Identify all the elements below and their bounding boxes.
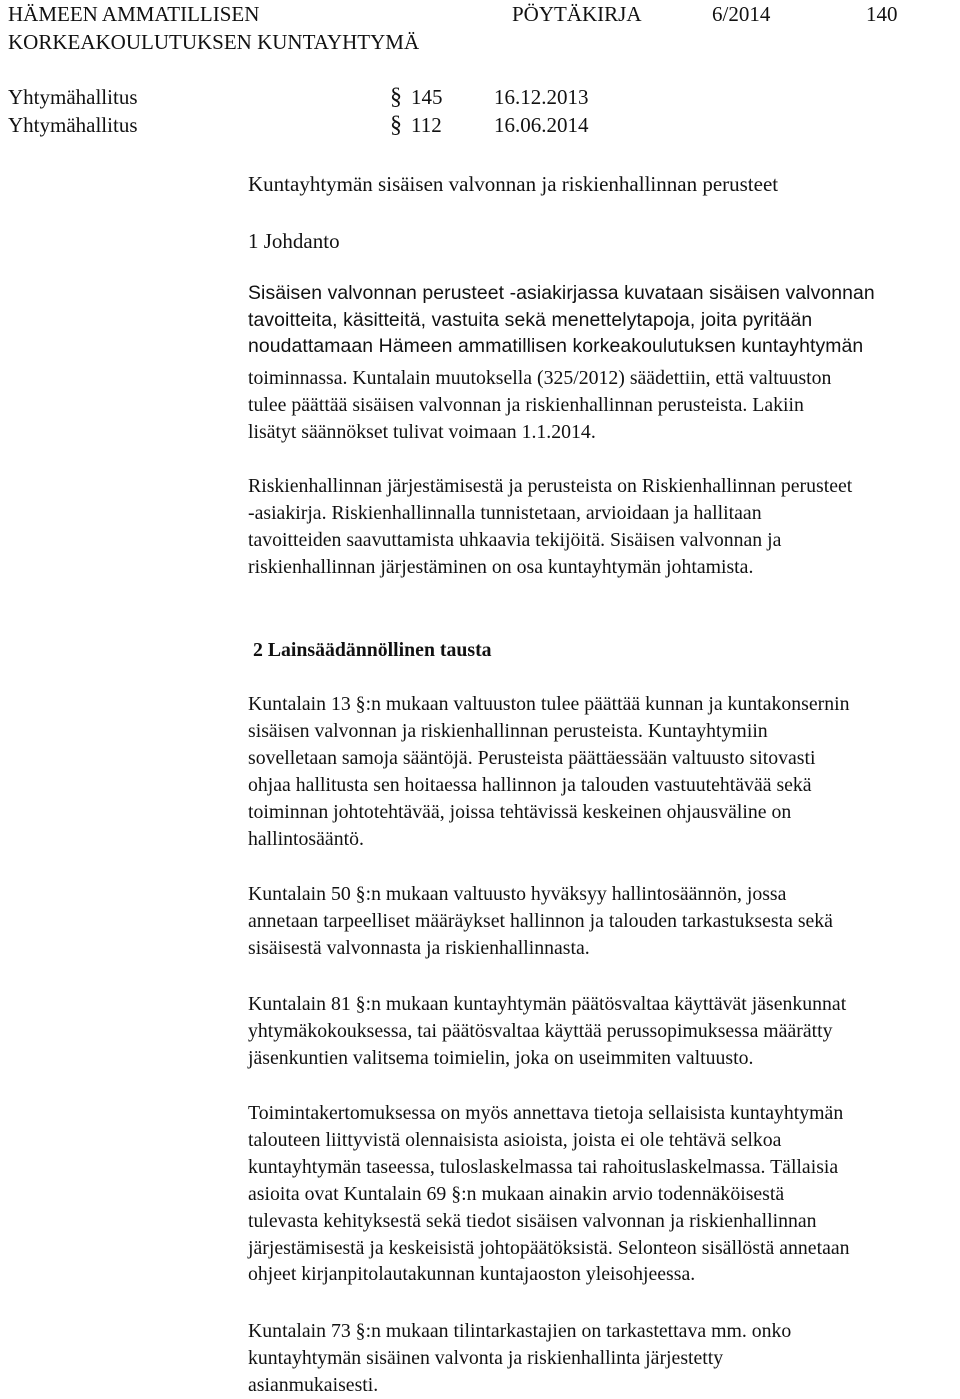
text-line: tulee päättää sisäisen valvonnan ja riskienhallinnan perusteista. Lakiin xyxy=(248,393,804,416)
text-line: ohjeet kirjanpitolautakunnan kuntajaoston yleisohjeessa. xyxy=(248,1263,696,1286)
text-line: jäsenkuntien valitsema toimielin, joka on useimmiten valtuusto. xyxy=(248,1046,754,1069)
text-line: Toimintakertomuksessa on myös annettava tietoja sellaisista kuntayhtymän xyxy=(248,1102,844,1124)
reference-number: 112 xyxy=(411,113,442,137)
section-symbol: § xyxy=(390,112,402,138)
reference-body: Yhtymähallitus xyxy=(8,113,138,137)
paragraph xyxy=(248,991,960,1072)
text-line: sisäisen valvonnan ja riskienhallinnan perusteista. Kuntayhtymiin xyxy=(248,719,768,742)
intro-paragraph xyxy=(248,280,960,360)
text-line: toiminnan johtotehtävää, joissa tehtävissä keskeinen ohjausväline on xyxy=(248,800,792,823)
paragraph xyxy=(248,1318,960,1399)
text-line: tavoitteiden saavuttamista uhkaavia tekijöitä. Sisäisen valvonnan ja xyxy=(248,528,782,551)
text-line: hallintosääntö. xyxy=(248,827,364,850)
text-line: kuntayhtymän taseessa, tuloslaskelmassa tai rahoituslaskelmassa. Tällaisia xyxy=(248,1155,839,1178)
paragraph xyxy=(248,691,960,852)
paragraph xyxy=(248,365,960,446)
reference-date: 16.06.2014 xyxy=(494,113,589,137)
text-line: Sisäisen valvonnan perusteet -asiakirjassa kuvataan sisäisen valvonnan xyxy=(248,282,875,304)
text-line: annetaan tarpeelliset määräykset hallinnon ja talouden tarkastuksesta sekä xyxy=(248,909,833,932)
text-line: Riskienhallinnan järjestämisestä ja perusteista on Riskienhallinnan perusteet xyxy=(248,475,853,497)
text-line: Kuntalain 73 §:n mukaan tilintarkastajien on tarkastettava mm. onko xyxy=(248,1320,792,1342)
organization-name-line1: HÄMEEN AMMATILLISEN xyxy=(8,2,260,26)
text-line: tulevasta kehityksestä sekä tiedot sisäisen valvonnan ja riskienhallinnan xyxy=(248,1209,817,1232)
reference-line xyxy=(8,111,708,139)
text-line: -asiakirja. Riskienhallinnalla tunnistetaan, arvioidaan ja hallitaan xyxy=(248,501,762,524)
text-line: asioita ovat Kuntalain 69 §:n mukaan ainakin arvio todennäköisestä xyxy=(248,1182,785,1205)
reference-date: 16.12.2013 xyxy=(494,85,589,109)
section-symbol: § xyxy=(390,84,402,110)
document-type: PÖYTÄKIRJA xyxy=(512,2,642,26)
paragraph xyxy=(248,473,960,581)
text-line: Kuntalain 81 §:n mukaan kuntayhtymän päätösvaltaa käyttävät jäsenkunnat xyxy=(248,993,847,1015)
text-line: noudattamaan Hämeen ammatillisen korkeakoulutuksen kuntayhtymän xyxy=(248,335,864,358)
text-line: asianmukaisesti. xyxy=(248,1373,379,1396)
document-number: 6/2014 xyxy=(712,2,771,26)
reference-body: Yhtymähallitus xyxy=(8,85,138,109)
text-line: talouteen liittyvistä olennaisista asioista, joista ei ole tehtävä selkoa xyxy=(248,1128,782,1151)
paragraph xyxy=(248,1100,960,1288)
text-line: toiminnassa. Kuntalain muutoksella (325/2012) säädettiin, että valtuuston xyxy=(248,367,832,389)
text-line: järjestämisestä ja keskeisistä johtopäätöksistä. Selonteon sisällöstä annetaan xyxy=(248,1236,850,1259)
text-line: ohjaa hallitusta sen hoitaessa hallinnon ja talouden vastuutehtävää sekä xyxy=(248,773,812,796)
text-line: yhtymäkokouksessa, tai päätösvaltaa käyttää perussopimuksessa määrätty xyxy=(248,1019,833,1042)
reference-number: 145 xyxy=(411,85,443,109)
paragraph xyxy=(248,881,960,962)
text-line: sisäisestä valvonnasta ja riskienhallinnasta. xyxy=(248,936,590,959)
document-title: Kuntayhtymän sisäisen valvonnan ja riskienhallinnan perusteet xyxy=(248,172,779,196)
text-line: tavoitteita, käsitteitä, vastuita sekä menettelytapoja, joita pyritään xyxy=(248,308,813,331)
page-number: 140 xyxy=(866,2,898,26)
text-line: Kuntalain 50 §:n mukaan valtuusto hyväksyy hallintosäännön, jossa xyxy=(248,883,787,905)
text-line: Kuntalain 13 §:n mukaan valtuuston tulee päättää kunnan ja kuntakonsernin xyxy=(248,693,850,715)
section-heading-introduction: 1 Johdanto xyxy=(248,229,340,253)
organization-name-line2: KORKEAKOULUTUKSEN KUNTAYHTYMÄ xyxy=(8,30,420,54)
text-line: lisätyt säännökset tulivat voimaan 1.1.2014. xyxy=(248,420,596,443)
section-heading-legal-background: 2 Lainsäädännöllinen tausta xyxy=(253,639,492,661)
reference-line xyxy=(8,83,708,111)
text-line: riskienhallinnan järjestäminen on osa kuntayhtymän johtamista. xyxy=(248,555,754,578)
text-line: sovelletaan samoja sääntöjä. Perusteista päättäessään valtuusto sitovasti xyxy=(248,746,816,769)
text-line: kuntayhtymän sisäinen valvonta ja riskienhallinta järjestetty xyxy=(248,1346,724,1369)
